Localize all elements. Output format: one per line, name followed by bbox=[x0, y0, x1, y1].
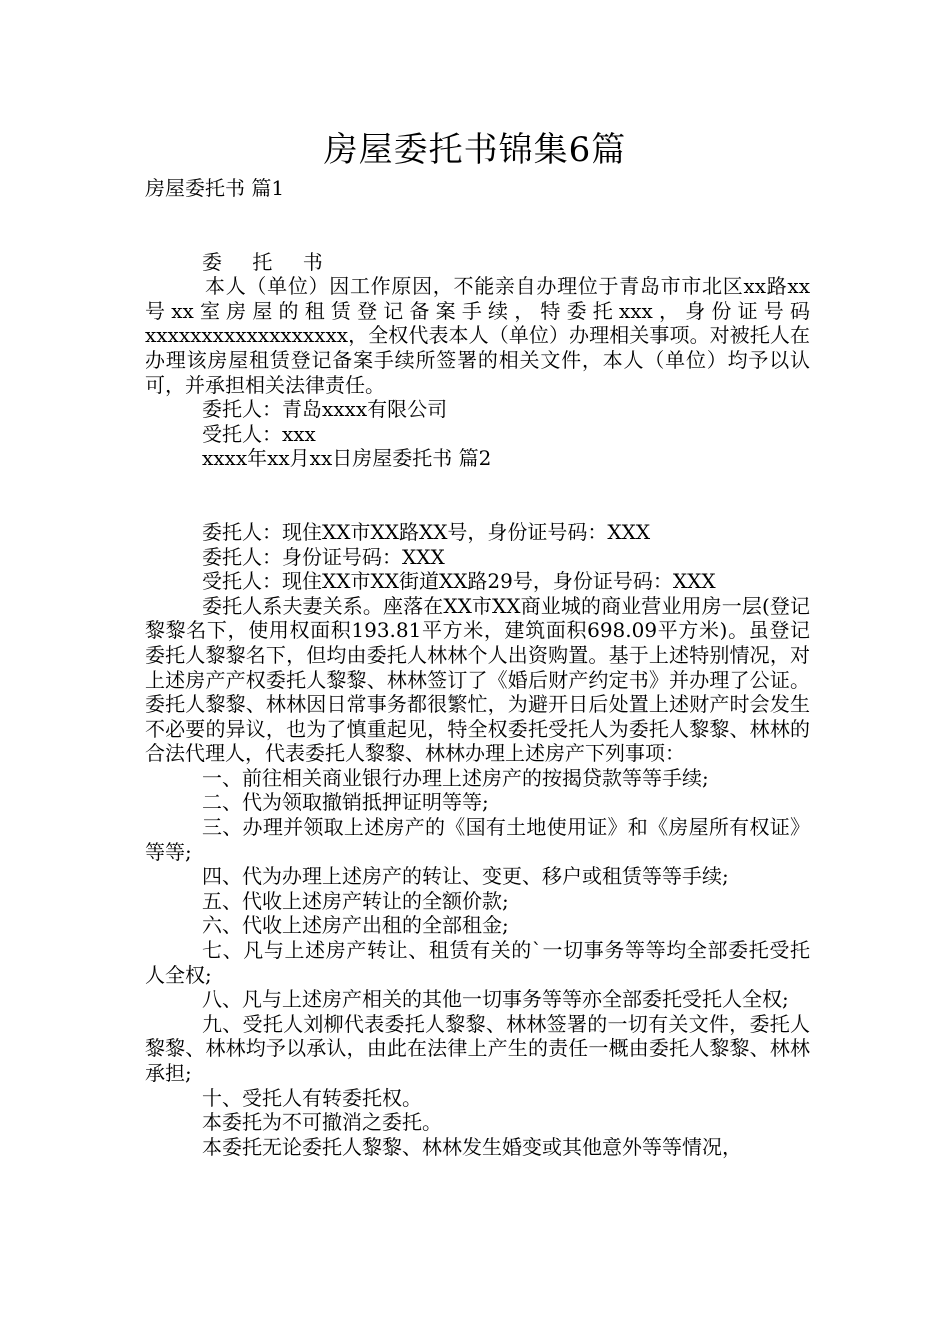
principal-line: 委托人：青岛xxxx有限公司 bbox=[202, 397, 448, 422]
list-item: 二、代为领取撤销抵押证明等等; bbox=[202, 790, 489, 815]
irrevocable-clause: 本委托为不可撤消之委托。 bbox=[202, 1110, 442, 1135]
principal-line-1: 委托人：现住XX市XX路XX号，身份证号码：XXX bbox=[202, 519, 651, 544]
list-item: 六、代收上述房产出租的全部租金; bbox=[202, 913, 509, 938]
agent-line: 受托人：xxx bbox=[202, 421, 316, 446]
list-item: 九、受托人刘柳代表委托人黎黎、林林签署的一切有关文件，委托人黎黎、林林均予以承认，由此在法律上产生的责任一概由委托人黎黎、林林承担; bbox=[145, 1011, 810, 1085]
entrustment-title: 委 托 书 bbox=[202, 249, 335, 274]
list-item: 四、代为办理上述房产的转让、变更、移户或租赁等等手续; bbox=[202, 864, 729, 889]
section-heading-1: 房屋委托书 篇1 bbox=[145, 176, 285, 200]
list-item: 三、办理并领取上述房产的《国有土地使用证》和《房屋所有权证》等等; bbox=[145, 815, 810, 864]
list-item: 八、凡与上述房产相关的其他一切事务等等亦全部委托受托人全权; bbox=[202, 987, 789, 1012]
page-title: 房屋委托书锦集6篇 bbox=[323, 130, 627, 170]
date-and-section-heading-2: xxxx年xx月xx日房屋委托书 篇2 bbox=[202, 446, 492, 471]
intro-paragraph: 委托人系夫妻关系。座落在XX市XX商业城的商业营业用房一层(登记黎黎名下，使用权面积193.81平方米，建筑面积698.09平方米)。虽登记委托人黎黎名下，但均由委托人林林个人出资购置。基于上述特别情况，对上述房产产权委托人黎黎、林林签订了《婚后财产约定书》并办理了公证。委托人黎黎、林林因日常事务都很繁忙，为避开日后处置上述财产时会发生不必要的异议，也为了慎重起见，特全权委托受托人为委托人黎黎、林林的合法代理人，代表委托人黎黎、林林办理上述房产下列事项： bbox=[145, 593, 810, 766]
final-clause: 本委托无论委托人黎黎、林林发生婚变或其他意外等等情况， bbox=[202, 1134, 742, 1159]
spacer bbox=[145, 201, 810, 250]
list-item: 七、凡与上述房产转让、租赁有关的`一切事务等等均全部委托受托人全权; bbox=[145, 938, 810, 987]
entrustment-paragraph: 本人（单位）因工作原因，不能亲自办理位于青岛市市北区xx路xx号xx室房屋的租赁登记备案手续，特委托xxx，身份证号码xxxxxxxxxxxxxxxxxx，全权代表本人（单位）办理相关事项。对被托人在办理该房屋租赁登记备案手续所签署的相关文件，本人（单位）均予以认可，并承担相关法律责任。 bbox=[145, 274, 810, 397]
list-item: 五、代收上述房产转让的全额价款; bbox=[202, 888, 509, 913]
list-item: 十、受托人有转委托权。 bbox=[202, 1085, 422, 1110]
document-body bbox=[145, 176, 810, 1159]
principal-line-2: 委托人：身份证号码：XXX bbox=[202, 544, 445, 569]
list-item: 一、前往相关商业银行办理上述房产的按揭贷款等等手续; bbox=[202, 765, 709, 790]
agent-line-2: 受托人：现住XX市XX街道XX路29号，身份证号码：XXX bbox=[202, 569, 716, 594]
spacer bbox=[145, 471, 810, 520]
